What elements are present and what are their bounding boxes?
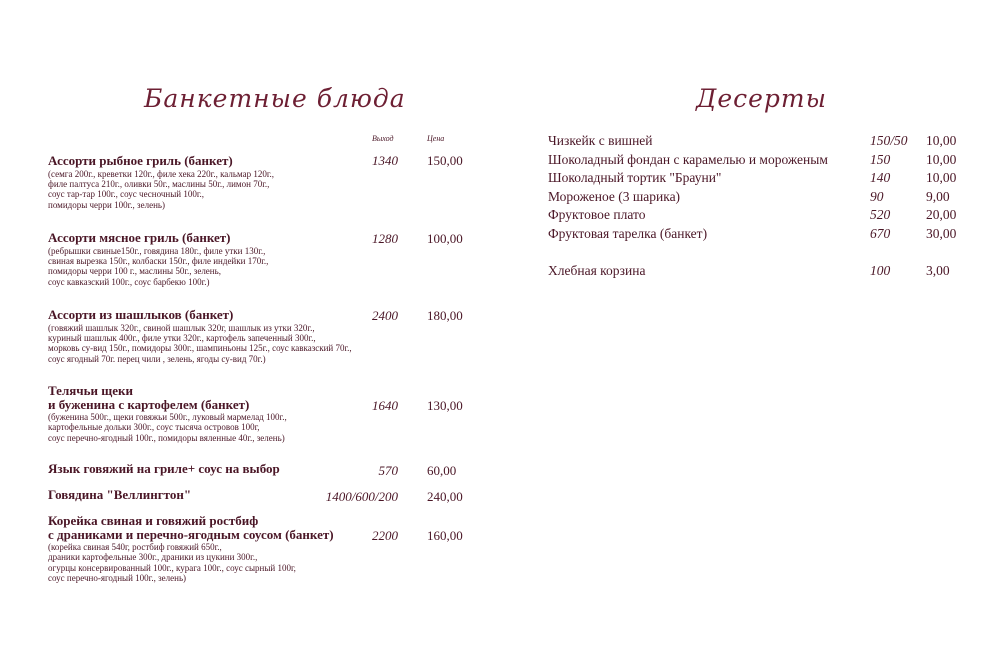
dish-description: (буженина 500г., щеки говяжьи 500г., луковый мармелад 100г., картофельные дольки 300г., соус тысяча островов 100г, соус перечно-ягодный 100г., помидоры вяленные 40г., зелень) [48, 412, 287, 443]
dessert-price: 10,00 [926, 133, 957, 148]
dessert-name: Мороженое (3 шарика) [548, 189, 681, 204]
dish-name: Телячьи щеки и буженина с картофелем (банкет) [48, 383, 250, 412]
dessert-item [548, 133, 968, 151]
dessert-weight: 140 [870, 170, 891, 185]
dish-name: Ассорти из шашлыков (банкет) [48, 307, 234, 322]
dessert-weight: 150/50 [870, 133, 908, 148]
dish-weight: 2200 [372, 528, 398, 543]
dessert-weight: 100 [870, 263, 891, 278]
dessert-weight: 520 [870, 207, 891, 222]
dessert-price: 3,00 [926, 263, 950, 278]
dish-name: Язык говяжий на гриле+ соус на выбор [48, 461, 280, 476]
dessert-item [548, 207, 968, 225]
dish-price: 60,00 [427, 463, 457, 478]
dish-price: 240,00 [427, 489, 463, 504]
dish-name: Ассорти мясное гриль (банкет) [48, 230, 231, 245]
dessert-price: 30,00 [926, 226, 957, 241]
dish-price: 130,00 [427, 398, 463, 413]
dish-weight: 1340 [372, 153, 398, 168]
dessert-name: Фруктовая тарелка (банкет) [548, 226, 708, 241]
weight-column-header: Выход [372, 134, 394, 143]
dish-weight: 2400 [372, 308, 398, 323]
dessert-name: Чизкейк с вишней [548, 133, 653, 148]
dish-weight: 1280 [372, 231, 398, 246]
banquet-dish [48, 514, 368, 584]
dessert-weight: 90 [870, 189, 884, 204]
dessert-name: Фруктовое плато [548, 207, 646, 222]
dish-weight: 1640 [372, 398, 398, 413]
banquet-section-title: Банкетные блюда [144, 84, 406, 113]
dessert-item [548, 152, 968, 170]
dessert-price: 10,00 [926, 170, 957, 185]
dessert-weight: 150 [870, 152, 891, 167]
dessert-item [548, 170, 968, 188]
dish-price: 180,00 [427, 308, 463, 323]
dessert-item [548, 263, 968, 281]
dish-name: Говядина "Веллингтон" [48, 487, 192, 502]
dessert-item [548, 189, 968, 207]
dessert-weight: 670 [870, 226, 891, 241]
dessert-name: Хлебная корзина [548, 263, 646, 278]
dish-weight: 570 [378, 463, 398, 478]
dish-description: (говяжий шашлык 320г., свиной шашлык 320г, шашлык из утки 320г., куриный шашлык 400г., филе утки 320г., картофель запеченный 300г., морковь су-вид 150г., помидоры 300г., шампиньоны 125г., соус кавказский 70г., соус ягодный 70г. перец чили , зелень, ягоды су-вид 70г.) [48, 322, 352, 364]
dessert-price: 10,00 [926, 152, 957, 167]
dish-name: Корейка свиная и говяжий ростбиф с драниками и перечно-ягодным соусом (банкет) [48, 513, 334, 542]
dish-name: Ассорти рыбное гриль (банкет) [48, 153, 233, 168]
dish-weight: 1400/600/200 [325, 489, 398, 504]
dish-description: (семга 200г., креветки 120г., филе хека 220г., кальмар 120г., филе палтуса 210г., оливки 50г., маслины 50г., лимон 70г., соус тар-тар 100г., соус чесночный 100г., помидоры черри 100г., зелень) [48, 168, 275, 210]
dish-price: 160,00 [427, 528, 463, 543]
dessert-item [548, 226, 968, 244]
dish-price: 150,00 [427, 153, 463, 168]
dish-description: (корейка свиная 540г, ростбиф говяжий 650г., драники картофельные 300г., драники из цукини 300г., огурцы консервированный 100г., курага 100г., соус сырный 100г, соус перечно-ягодный 100г., зелень) [48, 542, 296, 584]
dessert-name: Шоколадный тортик "Брауни" [548, 170, 722, 185]
dessert-price: 20,00 [926, 207, 957, 222]
dish-price: 100,00 [427, 231, 463, 246]
dessert-name: Шоколадный фондан с карамелью и мороженым [548, 152, 828, 167]
dish-description: (ребрышки свиные150г., говядина 180г., филе утки 130г., свиная вырезка 150г., колбаски 150г., филе индейки 170г., помидоры черри 100 г., маслины 50г., зелень, соус кавказский 100г., соус барбекю 100г.) [48, 245, 269, 287]
dessert-price: 9,00 [926, 189, 950, 204]
price-column-header: Цена [427, 134, 445, 143]
desserts-section-title: Десерты [696, 84, 827, 113]
